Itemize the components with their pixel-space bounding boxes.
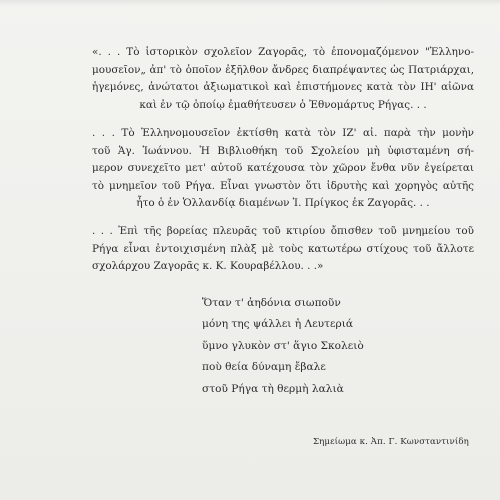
poem-line: ὕμνο γλυκὸν στ' ἅγιο Σκολειὸ	[202, 339, 364, 352]
paragraph-line: ἦτο ὁ ἐν Ὁλλανδίᾳ διαμένων Ἰ. Πρίγκος ἐκ Ζαγορᾶς. . .	[136, 197, 430, 210]
paragraph-line: . . . Ἐπὶ τῆς βορείας πλευρᾶς τοῦ κτιρίου ὄπισθεν τοῦ μνημείου τοῦ	[92, 225, 474, 237]
paragraph-line: τοῦ Ἁγ. Ἰωάννου. Ἡ Βιβλιοθήκη τοῦ Σχολείου μὴ ὑφισταμένη σή-	[92, 144, 474, 157]
paragraph-line: Ρήγα εἶναι ἐντοιχισμένη πλὰξ μὲ τοὺς κατωτέρω στίχους τοῦ ἄλλοτε	[92, 242, 474, 255]
poem-stanza	[202, 293, 364, 400]
paragraph-3	[92, 223, 474, 276]
paragraph-line: τὸ μνημεῖον τοῦ Ρήγα. Εἶναι γνωστὸν ὅτι ἱδρυτὴς καὶ χορηγὸς αὐτῆς	[92, 179, 474, 192]
paragraph-1	[92, 44, 474, 114]
paragraph-line: καὶ ἐν τῷ ὁποίῳ ἐμαθήτευσεν ὁ Ἐθνομάρτυς Ρήγας. . .	[139, 98, 427, 111]
paragraph-line: μουσεῖον„ ἀπ' τὸ ὁποῖον ἐξῆλθον ἄνδρες διαπρέψαντες ὡς Πατριάρχαι,	[92, 63, 474, 76]
paragraph-line: μερον συνεχεῖτο μετ' αὐτοῦ κατέχουσα τὸν χῶρον ἔνθα νῦν ἐγείρεται	[92, 162, 474, 175]
poem-line: ποὺ θεία δύναμη ἔβαλε	[202, 361, 326, 374]
page-edge-shadow	[0, 0, 500, 6]
poem-line: μόνη της ψάλλει ἡ Λευτεριά	[202, 318, 354, 331]
poem-line: στοῦ Ρήγα τὴ θερμὴ λαλιὰ	[202, 382, 344, 395]
paragraph-line: «. . . Τὸ ἱστορικὸν σχολεῖον Ζαγορᾶς, τὸ ἐπονομαζόμενον "Ἑλληνο-	[92, 46, 474, 58]
paragraph-line: σχολάρχου Ζαγορᾶς κ. Κ. Κουραβέλλου. . .»	[92, 260, 324, 273]
paragraph-2	[92, 125, 474, 213]
paragraph-line: ἡγεμόνες, ἀνώτατοι ἀξιωματικοὶ καὶ ἐπιστήμονες κατὰ τὸν ΙΗ' αἰῶνα	[92, 81, 474, 94]
signature-note: Σημείωμα κ. Ἀπ. Γ. Κωνσταντινίδη	[313, 437, 469, 447]
paragraph-line: . . . Τὸ Ἑλληνομουσεῖον ἐκτίσθη κατὰ τὸν ΙΖ' αἰ. παρὰ τὴν μονὴν	[92, 127, 474, 139]
poem-line: Ὅταν τ' ἀηδόνια σιωποῦν	[202, 297, 341, 309]
